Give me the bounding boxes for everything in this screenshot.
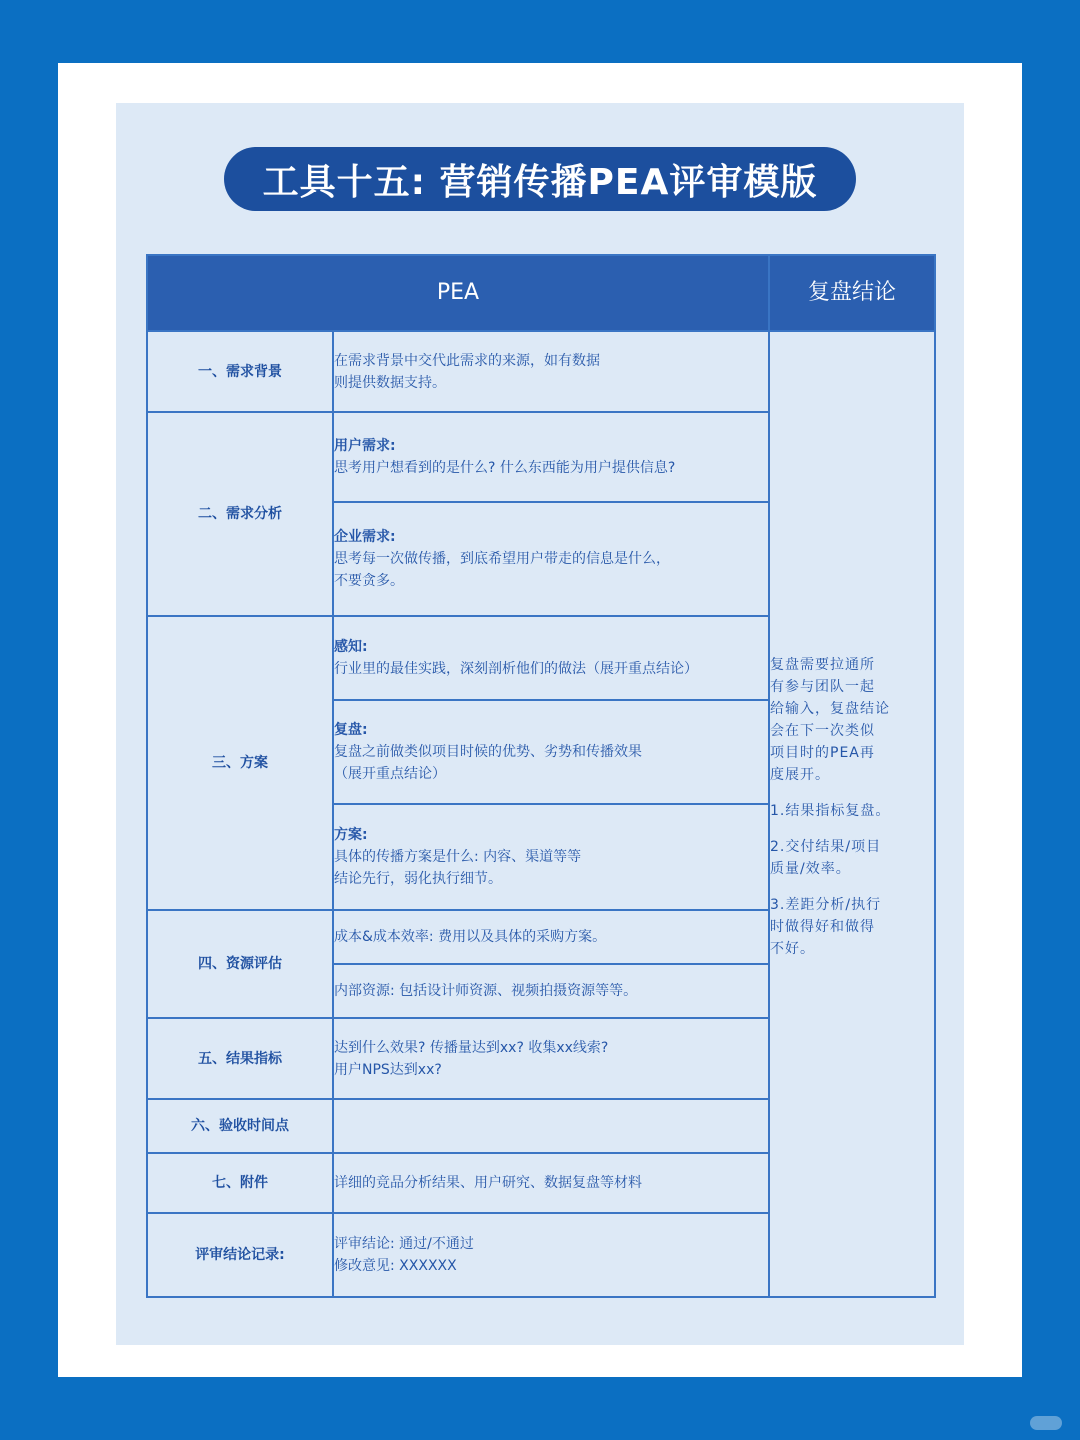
section-label: 四、资源评估: [147, 910, 333, 1018]
section-content: 复盘: 复盘之前做类似项目时候的优势、劣势和传播效果 （展开重点结论）: [333, 700, 769, 804]
section-content: [333, 1099, 769, 1153]
conclusion-point-3: 3.差距分析/执行 时做得好和做得 不好。: [770, 897, 882, 957]
pea-review-table: [146, 254, 936, 1298]
table-row: [147, 331, 935, 412]
section-label: 三、方案: [147, 616, 333, 910]
page-title: 工具十五: 营销传播PEA评审模版: [224, 147, 856, 211]
section-label: 二、需求分析: [147, 412, 333, 616]
section-label: 五、结果指标: [147, 1018, 333, 1099]
conclusion-point-1: 1.结果指标复盘。: [770, 803, 891, 819]
section-content: 达到什么效果? 传播量达到xx? 收集xx线索? 用户NPS达到xx?: [333, 1018, 769, 1099]
section-content: 企业需求: 思考每一次做传播，到底希望用户带走的信息是什么， 不要贪多。: [333, 502, 769, 616]
section-content: 用户需求: 思考用户想看到的是什么? 什么东西能为用户提供信息?: [333, 412, 769, 502]
watermark-badge: [1030, 1416, 1062, 1430]
conclusion-intro: 复盘需要拉通所 有参与团队一起 给输入，复盘结论 会在下一次类似 项目时的PEA再 度展开。: [770, 657, 890, 783]
section-content: 感知: 行业里的最佳实践，深刻剖析他们的做法（展开重点结论）: [333, 616, 769, 700]
section-label: 七、附件: [147, 1153, 333, 1213]
section-content: 在需求背景中交代此需求的来源，如有数据 则提供数据支持。: [333, 331, 769, 412]
header-pea: PEA: [147, 255, 769, 331]
section-content: 内部资源: 包括设计师资源、视频拍摄资源等等。: [333, 964, 769, 1018]
header-conclusion: 复盘结论: [769, 255, 935, 331]
conclusion-cell: [769, 331, 935, 1297]
table-header-row: [147, 255, 935, 331]
section-content: 成本&成本效率: 费用以及具体的采购方案。: [333, 910, 769, 964]
section-content: 方案: 具体的传播方案是什么: 内容、渠道等等 结论先行，弱化执行细节。: [333, 804, 769, 910]
conclusion-point-2: 2.交付结果/项目 质量/效率。: [770, 839, 882, 877]
section-label: 一、需求背景: [147, 331, 333, 412]
section-label: 六、验收时间点: [147, 1099, 333, 1153]
section-label: 评审结论记录:: [147, 1213, 333, 1297]
section-content: 评审结论: 通过/不通过 修改意见: XXXXXX: [333, 1213, 769, 1297]
section-content: 详细的竞品分析结果、用户研究、数据复盘等材料: [333, 1153, 769, 1213]
